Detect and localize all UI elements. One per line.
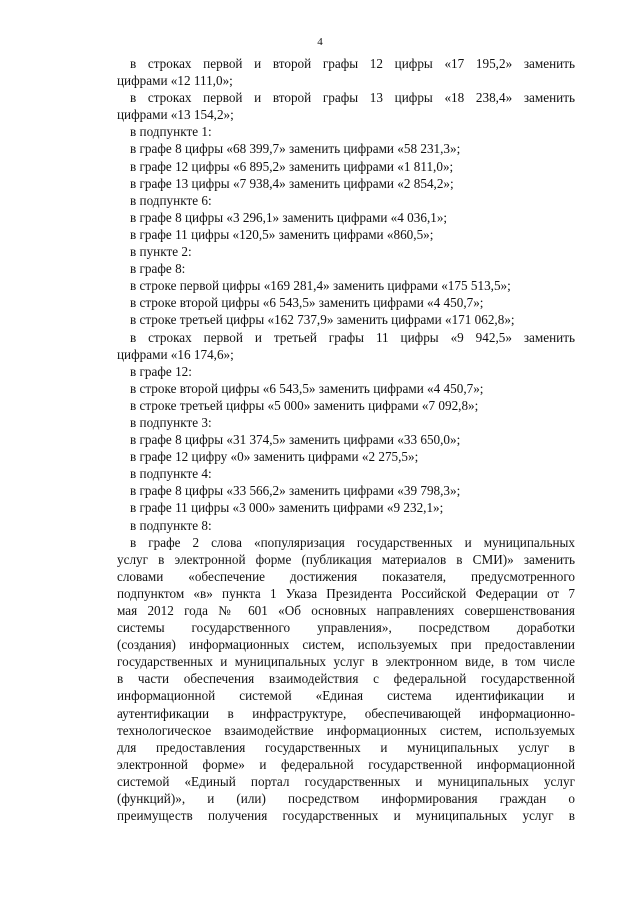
text-line: в подпункте 1: xyxy=(130,124,212,140)
text-line: в подпункте 3: xyxy=(130,414,212,430)
text-line: в графе 8 цифры «68 399,7» заменить цифрами «58 231,3»; xyxy=(130,141,461,157)
text-line: в пункте 2: xyxy=(130,244,192,260)
text-line: (функций)», и (или) посредством информирования граждан о xyxy=(117,791,575,807)
text-line: системой «Единый портал государственных и муниципальных услуг xyxy=(117,773,575,789)
text-line: системы государственного управления», посредством доработки xyxy=(117,620,575,636)
page-number: 4 xyxy=(317,36,323,48)
text-line: цифрами «16 174,6»; xyxy=(117,346,234,362)
text-line: в графе 12 цифры «6 895,2» заменить цифрами «1 811,0»; xyxy=(130,158,454,174)
text-line: мая 2012 года № 601 «Об основных направлениях совершенствования xyxy=(117,603,575,618)
text-line: в строках первой и третьей графы 11 цифры «9 942,5» заменить xyxy=(130,329,575,345)
text-line: для предоставления государственных и муниципальных услуг в xyxy=(117,739,575,755)
text-line: в графе 2 слова «популяризация государственных и муниципальных xyxy=(130,534,575,550)
text-line: преимуществ получения государственных и муниципальных услуг в xyxy=(117,808,575,824)
text-line: в строке второй цифры «6 543,5» заменить цифрами «4 450,7»; xyxy=(130,295,484,311)
text-line: в строке третьей цифры «5 000» заменить цифрами «7 092,8»; xyxy=(130,397,479,413)
text-line: в подпункте 8: xyxy=(130,517,212,533)
text-line: информационной системой «Единая система идентификации и xyxy=(117,688,575,704)
text-line: государственных и муниципальных услуг в электронном виде, в том числе xyxy=(117,654,575,670)
text-line: в части обеспечения взаимодействия с федеральной государственной xyxy=(117,671,575,687)
text-line: в графе 12: xyxy=(130,363,192,379)
text-line: в строках первой и второй графы 12 цифры «17 195,2» заменить xyxy=(130,56,575,71)
text-line: подпунктом «в» пункта 1 Указа Президента Российской Федерации от 7 xyxy=(117,585,575,601)
text-line: аутентификации в инфраструктуре, обеспечивающей информационно- xyxy=(117,705,575,721)
text-line: словами «обеспечение достижения показателя, предусмотренного xyxy=(117,568,575,584)
text-line: в строке второй цифры «6 543,5» заменить цифрами «4 450,7»; xyxy=(130,380,484,396)
text-line: в графе 12 цифру «0» заменить цифрами «2 275,5»; xyxy=(130,449,419,465)
text-line: в графе 8 цифры «31 374,5» заменить цифрами «33 650,0»; xyxy=(130,432,461,448)
text-line: цифрами «12 111,0»; xyxy=(117,73,233,89)
text-line: (создания) информационных систем, используемых при предоставлении xyxy=(117,637,575,653)
text-line: электронной форме» и федеральной государственной информационной xyxy=(117,756,575,772)
text-line: услуг в электронной форме (публикация материалов в СМИ)» заменить xyxy=(117,551,575,567)
text-line: цифрами «13 154,2»; xyxy=(117,107,234,123)
text-line: в графе 8: xyxy=(130,261,186,277)
document-body xyxy=(117,55,575,824)
text-line: в строке первой цифры «169 281,4» заменить цифрами «175 513,5»; xyxy=(130,278,511,294)
text-line: в графе 11 цифры «120,5» заменить цифрами «860,5»; xyxy=(130,226,434,242)
text-line: в графе 13 цифры «7 938,4» заменить цифрами «2 854,2»; xyxy=(130,175,454,191)
text-line: в графе 11 цифры «3 000» заменить цифрами «9 232,1»; xyxy=(130,500,444,516)
text-line: в строках первой и второй графы 13 цифры «18 238,4» заменить xyxy=(130,90,575,106)
text-line: в графе 8 цифры «33 566,2» заменить цифрами «39 798,3»; xyxy=(130,483,461,499)
text-line: в строке третьей цифры «162 737,9» заменить цифрами «171 062,8»; xyxy=(130,312,515,328)
text-line: в подпункте 4: xyxy=(130,466,212,482)
text-line: технологическое взаимодействие информационных систем, используемых xyxy=(117,722,575,738)
text-line: в графе 8 цифры «3 296,1» заменить цифрами «4 036,1»; xyxy=(130,209,448,225)
text-line: в подпункте 6: xyxy=(130,192,212,208)
